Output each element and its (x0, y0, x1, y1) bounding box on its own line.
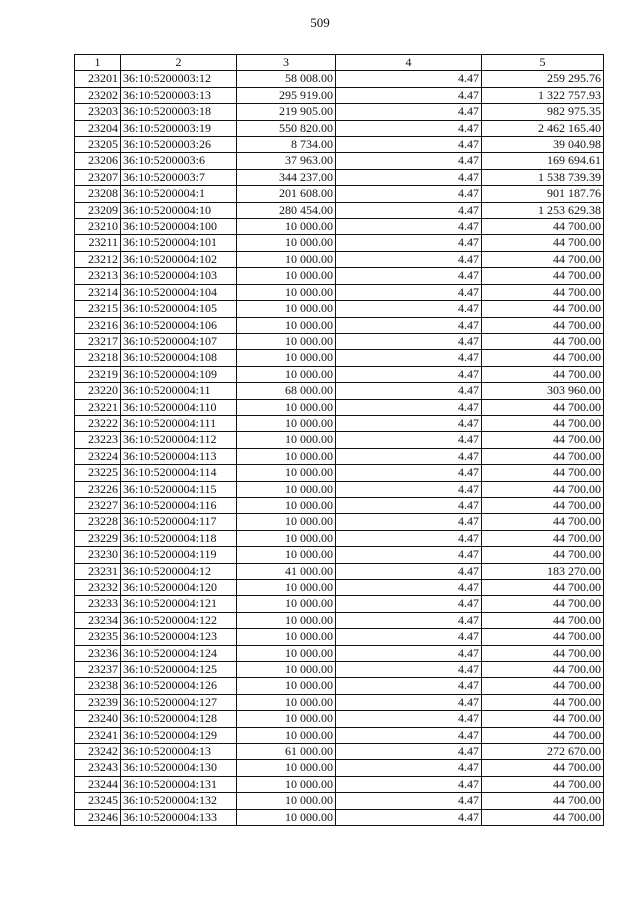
table-cell-col-4: 4.47 (336, 104, 482, 120)
table-cell-col-2: 36:10:5200003:19 (121, 120, 237, 136)
table-cell-col-2: 36:10:5200004:104 (121, 284, 237, 300)
table-row (75, 432, 604, 448)
table-cell-col-3: 280 454.00 (237, 202, 336, 218)
table-cell-col-4: 4.47 (336, 87, 482, 103)
table-cell-col-2: 36:10:5200004:101 (121, 235, 237, 251)
table-cell-col-3: 344 237.00 (237, 169, 336, 185)
table-cell-col-5: 44 700.00 (482, 268, 604, 284)
table-cell-col-2: 36:10:5200004:102 (121, 251, 237, 267)
table-cell-col-2: 36:10:5200003:26 (121, 137, 237, 153)
table-cell-col-5: 44 700.00 (482, 580, 604, 596)
table-row (75, 301, 604, 317)
table-cell-col-4: 4.47 (336, 415, 482, 431)
table-cell-col-2: 36:10:5200003:6 (121, 153, 237, 169)
table-row (75, 514, 604, 530)
table-row (75, 465, 604, 481)
table-row (75, 776, 604, 792)
table-row (75, 760, 604, 776)
table-cell-col-1: 23202 (75, 87, 121, 103)
table-cell-col-3: 10 000.00 (237, 596, 336, 612)
table-cell-col-5: 44 700.00 (482, 793, 604, 809)
table-cell-col-5: 44 700.00 (482, 284, 604, 300)
table-row (75, 415, 604, 431)
table-cell-col-4: 4.47 (336, 662, 482, 678)
table-cell-col-1: 23210 (75, 219, 121, 235)
table-cell-col-3: 41 000.00 (237, 563, 336, 579)
table-cell-col-5: 44 700.00 (482, 760, 604, 776)
table-row (75, 645, 604, 661)
table-cell-col-4: 4.47 (336, 596, 482, 612)
table-cell-col-5: 982 975.35 (482, 104, 604, 120)
table-cell-col-1: 23234 (75, 612, 121, 628)
table-row (75, 104, 604, 120)
table-cell-col-3: 10 000.00 (237, 711, 336, 727)
table-cell-col-3: 10 000.00 (237, 366, 336, 382)
table-cell-col-4: 4.47 (336, 793, 482, 809)
table-cell-col-4: 4.47 (336, 301, 482, 317)
table-cell-col-3: 10 000.00 (237, 465, 336, 481)
table-cell-col-1: 23209 (75, 202, 121, 218)
column-header-2: 2 (121, 55, 237, 71)
table-cell-col-3: 10 000.00 (237, 776, 336, 792)
table-cell-col-5: 303 960.00 (482, 383, 604, 399)
table-cell-col-5: 44 700.00 (482, 432, 604, 448)
table-cell-col-3: 10 000.00 (237, 448, 336, 464)
table-cell-col-5: 44 700.00 (482, 399, 604, 415)
table-cell-col-1: 23244 (75, 776, 121, 792)
table-cell-col-1: 23220 (75, 383, 121, 399)
table-cell-col-5: 44 700.00 (482, 809, 604, 825)
table-cell-col-2: 36:10:5200004:110 (121, 399, 237, 415)
table-cell-col-4: 4.47 (336, 317, 482, 333)
table-cell-col-5: 1 538 739.39 (482, 169, 604, 185)
table-cell-col-5: 39 040.98 (482, 137, 604, 153)
table-cell-col-4: 4.47 (336, 580, 482, 596)
table-cell-col-5: 44 700.00 (482, 776, 604, 792)
table-cell-col-4: 4.47 (336, 366, 482, 382)
table-cell-col-1: 23221 (75, 399, 121, 415)
table-cell-col-1: 23231 (75, 563, 121, 579)
table-cell-col-3: 201 608.00 (237, 186, 336, 202)
table-cell-col-4: 4.47 (336, 612, 482, 628)
table-cell-col-5: 44 700.00 (482, 547, 604, 563)
table-cell-col-3: 10 000.00 (237, 481, 336, 497)
table-cell-col-2: 36:10:5200004:122 (121, 612, 237, 628)
table-cell-col-4: 4.47 (336, 186, 482, 202)
table-cell-col-3: 10 000.00 (237, 580, 336, 596)
table-cell-col-1: 23222 (75, 415, 121, 431)
table-cell-col-3: 10 000.00 (237, 694, 336, 710)
table-cell-col-4: 4.47 (336, 530, 482, 546)
table-row (75, 481, 604, 497)
table-cell-col-1: 23228 (75, 514, 121, 530)
table-cell-col-3: 10 000.00 (237, 432, 336, 448)
table-cell-col-2: 36:10:5200004:112 (121, 432, 237, 448)
table-row (75, 333, 604, 349)
table-cell-col-1: 23227 (75, 497, 121, 513)
table-row (75, 580, 604, 596)
table-cell-col-2: 36:10:5200003:18 (121, 104, 237, 120)
table-cell-col-1: 23204 (75, 120, 121, 136)
table-cell-col-1: 23240 (75, 711, 121, 727)
table-cell-col-1: 23237 (75, 662, 121, 678)
table-cell-col-1: 23238 (75, 678, 121, 694)
table-cell-col-5: 44 700.00 (482, 415, 604, 431)
table-row (75, 186, 604, 202)
table-cell-col-4: 4.47 (336, 514, 482, 530)
table-cell-col-3: 10 000.00 (237, 251, 336, 267)
table-row (75, 744, 604, 760)
table-cell-col-3: 10 000.00 (237, 629, 336, 645)
table-cell-col-5: 44 700.00 (482, 694, 604, 710)
table-cell-col-1: 23233 (75, 596, 121, 612)
table-cell-col-2: 36:10:5200004:108 (121, 350, 237, 366)
table-cell-col-1: 23246 (75, 809, 121, 825)
table-cell-col-2: 36:10:5200004:111 (121, 415, 237, 431)
page-number: 509 (310, 15, 330, 30)
table-cell-col-4: 4.47 (336, 169, 482, 185)
table-row (75, 317, 604, 333)
table-cell-col-3: 10 000.00 (237, 219, 336, 235)
table-cell-col-2: 36:10:5200004:103 (121, 268, 237, 284)
table-cell-col-3: 37 963.00 (237, 153, 336, 169)
table-cell-col-4: 4.47 (336, 711, 482, 727)
table-cell-col-2: 36:10:5200004:116 (121, 497, 237, 513)
table-cell-col-1: 23201 (75, 71, 121, 87)
table-cell-col-1: 23235 (75, 629, 121, 645)
table-cell-col-2: 36:10:5200004:119 (121, 547, 237, 563)
table-cell-col-5: 44 700.00 (482, 333, 604, 349)
table-cell-col-3: 10 000.00 (237, 530, 336, 546)
table-row (75, 399, 604, 415)
table-cell-col-1: 23226 (75, 481, 121, 497)
table-cell-col-4: 4.47 (336, 399, 482, 415)
table-cell-col-5: 44 700.00 (482, 366, 604, 382)
table-cell-col-3: 550 820.00 (237, 120, 336, 136)
table-cell-col-3: 219 905.00 (237, 104, 336, 120)
table-cell-col-4: 4.47 (336, 120, 482, 136)
table-cell-col-2: 36:10:5200004:106 (121, 317, 237, 333)
table-cell-col-2: 36:10:5200004:127 (121, 694, 237, 710)
table-cell-col-4: 4.47 (336, 563, 482, 579)
table-cell-col-3: 10 000.00 (237, 415, 336, 431)
table-cell-col-4: 4.47 (336, 809, 482, 825)
table-cell-col-3: 10 000.00 (237, 284, 336, 300)
table-cell-col-2: 36:10:5200004:10 (121, 202, 237, 218)
table-row (75, 383, 604, 399)
column-header-1: 1 (75, 55, 121, 71)
table-cell-col-3: 10 000.00 (237, 547, 336, 563)
table-row (75, 169, 604, 185)
table-cell-col-4: 4.47 (336, 547, 482, 563)
table-cell-col-2: 36:10:5200004:105 (121, 301, 237, 317)
table-row (75, 547, 604, 563)
table-cell-col-4: 4.47 (336, 383, 482, 399)
table-cell-col-4: 4.47 (336, 268, 482, 284)
table-cell-col-4: 4.47 (336, 448, 482, 464)
table-cell-col-4: 4.47 (336, 776, 482, 792)
table-cell-col-3: 295 919.00 (237, 87, 336, 103)
table-row (75, 120, 604, 136)
table-row (75, 629, 604, 645)
table-cell-col-1: 23212 (75, 251, 121, 267)
table-cell-col-2: 36:10:5200004:128 (121, 711, 237, 727)
table-cell-col-1: 23224 (75, 448, 121, 464)
table-cell-col-3: 10 000.00 (237, 727, 336, 743)
table-row (75, 612, 604, 628)
table-row (75, 727, 604, 743)
table-row (75, 137, 604, 153)
table-cell-col-2: 36:10:5200004:126 (121, 678, 237, 694)
table-cell-col-4: 4.47 (336, 694, 482, 710)
table-cell-col-1: 23216 (75, 317, 121, 333)
table-cell-col-5: 44 700.00 (482, 317, 604, 333)
table-row (75, 87, 604, 103)
table-row (75, 268, 604, 284)
table-cell-col-1: 23208 (75, 186, 121, 202)
table-cell-col-3: 10 000.00 (237, 333, 336, 349)
table-cell-col-4: 4.47 (336, 219, 482, 235)
table-cell-col-2: 36:10:5200004:12 (121, 563, 237, 579)
table-cell-col-4: 4.47 (336, 350, 482, 366)
table-cell-col-4: 4.47 (336, 744, 482, 760)
table-cell-col-5: 44 700.00 (482, 727, 604, 743)
table-cell-col-3: 10 000.00 (237, 301, 336, 317)
table-cell-col-4: 4.47 (336, 71, 482, 87)
table-cell-col-4: 4.47 (336, 629, 482, 645)
table-cell-col-2: 36:10:5200003:7 (121, 169, 237, 185)
table-row (75, 711, 604, 727)
table-cell-col-3: 10 000.00 (237, 645, 336, 661)
table-cell-col-2: 36:10:5200004:107 (121, 333, 237, 349)
table-header-row (75, 55, 604, 71)
table-cell-col-2: 36:10:5200004:114 (121, 465, 237, 481)
table-cell-col-4: 4.47 (336, 432, 482, 448)
table-cell-col-1: 23203 (75, 104, 121, 120)
table-cell-col-3: 10 000.00 (237, 399, 336, 415)
table-row (75, 71, 604, 87)
table-row (75, 793, 604, 809)
data-table (74, 54, 604, 826)
table-cell-col-4: 4.47 (336, 465, 482, 481)
table-cell-col-5: 44 700.00 (482, 497, 604, 513)
table-cell-col-4: 4.47 (336, 497, 482, 513)
table-row (75, 219, 604, 235)
table-cell-col-5: 44 700.00 (482, 711, 604, 727)
table-cell-col-5: 44 700.00 (482, 465, 604, 481)
table-cell-col-4: 4.47 (336, 645, 482, 661)
table-cell-col-5: 44 700.00 (482, 448, 604, 464)
table-cell-col-3: 10 000.00 (237, 497, 336, 513)
table-cell-col-1: 23242 (75, 744, 121, 760)
table-cell-col-1: 23239 (75, 694, 121, 710)
table-cell-col-1: 23236 (75, 645, 121, 661)
table-cell-col-1: 23214 (75, 284, 121, 300)
table-row (75, 235, 604, 251)
table-cell-col-2: 36:10:5200004:109 (121, 366, 237, 382)
table-cell-col-3: 10 000.00 (237, 514, 336, 530)
table-cell-col-1: 23205 (75, 137, 121, 153)
table-cell-col-4: 4.47 (336, 153, 482, 169)
table-cell-col-2: 36:10:5200004:113 (121, 448, 237, 464)
table-cell-col-2: 36:10:5200004:129 (121, 727, 237, 743)
table-cell-col-3: 10 000.00 (237, 793, 336, 809)
table-cell-col-2: 36:10:5200004:100 (121, 219, 237, 235)
table-row (75, 678, 604, 694)
table-cell-col-5: 44 700.00 (482, 645, 604, 661)
table-row (75, 366, 604, 382)
table-cell-col-2: 36:10:5200004:120 (121, 580, 237, 596)
table-cell-col-4: 4.47 (336, 137, 482, 153)
table-cell-col-3: 10 000.00 (237, 235, 336, 251)
table-cell-col-1: 23245 (75, 793, 121, 809)
table-row (75, 202, 604, 218)
table-cell-col-2: 36:10:5200004:133 (121, 809, 237, 825)
table-cell-col-1: 23215 (75, 301, 121, 317)
table-row (75, 596, 604, 612)
table-cell-col-5: 44 700.00 (482, 219, 604, 235)
table-cell-col-1: 23211 (75, 235, 121, 251)
table-cell-col-3: 58 008.00 (237, 71, 336, 87)
table-cell-col-3: 10 000.00 (237, 662, 336, 678)
table-cell-col-3: 68 000.00 (237, 383, 336, 399)
table-cell-col-4: 4.47 (336, 678, 482, 694)
table-cell-col-4: 4.47 (336, 333, 482, 349)
table-row (75, 809, 604, 825)
table-row (75, 694, 604, 710)
table-cell-col-3: 10 000.00 (237, 678, 336, 694)
table-cell-col-4: 4.47 (336, 481, 482, 497)
column-header-3: 3 (237, 55, 336, 71)
table-cell-col-4: 4.47 (336, 251, 482, 267)
table-cell-col-1: 23225 (75, 465, 121, 481)
table-cell-col-1: 23232 (75, 580, 121, 596)
table-cell-col-5: 2 462 165.40 (482, 120, 604, 136)
table-cell-col-1: 23213 (75, 268, 121, 284)
table-cell-col-5: 44 700.00 (482, 678, 604, 694)
table-cell-col-2: 36:10:5200004:121 (121, 596, 237, 612)
table-cell-col-5: 169 694.61 (482, 153, 604, 169)
table-cell-col-1: 23218 (75, 350, 121, 366)
table-cell-col-1: 23243 (75, 760, 121, 776)
table-cell-col-2: 36:10:5200004:125 (121, 662, 237, 678)
table-cell-col-3: 10 000.00 (237, 268, 336, 284)
table-cell-col-2: 36:10:5200004:131 (121, 776, 237, 792)
table-cell-col-1: 23223 (75, 432, 121, 448)
table-cell-col-1: 23217 (75, 333, 121, 349)
table-cell-col-1: 23230 (75, 547, 121, 563)
table-cell-col-4: 4.47 (336, 202, 482, 218)
table-cell-col-1: 23219 (75, 366, 121, 382)
table-cell-col-5: 44 700.00 (482, 251, 604, 267)
table-cell-col-2: 36:10:5200004:124 (121, 645, 237, 661)
table-cell-col-5: 44 700.00 (482, 530, 604, 546)
table-cell-col-5: 272 670.00 (482, 744, 604, 760)
table-row (75, 530, 604, 546)
table-row (75, 350, 604, 366)
table-cell-col-5: 44 700.00 (482, 481, 604, 497)
table-cell-col-5: 183 270.00 (482, 563, 604, 579)
table-cell-col-4: 4.47 (336, 727, 482, 743)
table-cell-col-5: 259 295.76 (482, 71, 604, 87)
table-cell-col-5: 44 700.00 (482, 662, 604, 678)
table-row (75, 662, 604, 678)
table-cell-col-5: 44 700.00 (482, 612, 604, 628)
column-header-5: 5 (482, 55, 604, 71)
table-cell-col-5: 44 700.00 (482, 514, 604, 530)
table-cell-col-3: 61 000.00 (237, 744, 336, 760)
table-row (75, 284, 604, 300)
table-cell-col-2: 36:10:5200004:117 (121, 514, 237, 530)
table-row (75, 448, 604, 464)
table-cell-col-2: 36:10:5200004:13 (121, 744, 237, 760)
column-header-4: 4 (336, 55, 482, 71)
table-cell-col-2: 36:10:5200004:123 (121, 629, 237, 645)
table-cell-col-3: 10 000.00 (237, 612, 336, 628)
table-cell-col-3: 10 000.00 (237, 760, 336, 776)
table-cell-col-2: 36:10:5200004:11 (121, 383, 237, 399)
table-cell-col-2: 36:10:5200003:13 (121, 87, 237, 103)
table-cell-col-3: 10 000.00 (237, 809, 336, 825)
table-cell-col-5: 901 187.76 (482, 186, 604, 202)
table-cell-col-4: 4.47 (336, 235, 482, 251)
table-cell-col-4: 4.47 (336, 760, 482, 776)
table-row (75, 153, 604, 169)
table-cell-col-4: 4.47 (336, 284, 482, 300)
table-row (75, 497, 604, 513)
table-cell-col-5: 44 700.00 (482, 235, 604, 251)
table-cell-col-5: 1 253 629.38 (482, 202, 604, 218)
table-body (75, 71, 604, 826)
table-cell-col-5: 44 700.00 (482, 596, 604, 612)
table-cell-col-2: 36:10:5200003:12 (121, 71, 237, 87)
table-cell-col-1: 23241 (75, 727, 121, 743)
table-cell-col-1: 23207 (75, 169, 121, 185)
table-cell-col-1: 23229 (75, 530, 121, 546)
table-cell-col-2: 36:10:5200004:1 (121, 186, 237, 202)
table-cell-col-5: 44 700.00 (482, 350, 604, 366)
table-cell-col-3: 10 000.00 (237, 317, 336, 333)
table-cell-col-2: 36:10:5200004:115 (121, 481, 237, 497)
table-cell-col-1: 23206 (75, 153, 121, 169)
table-cell-col-2: 36:10:5200004:130 (121, 760, 237, 776)
table-cell-col-2: 36:10:5200004:118 (121, 530, 237, 546)
table-cell-col-5: 44 700.00 (482, 301, 604, 317)
table-cell-col-5: 44 700.00 (482, 629, 604, 645)
table-cell-col-3: 8 734.00 (237, 137, 336, 153)
table-cell-col-3: 10 000.00 (237, 350, 336, 366)
table-row (75, 251, 604, 267)
table-cell-col-5: 1 322 757.93 (482, 87, 604, 103)
table-row (75, 563, 604, 579)
table-cell-col-2: 36:10:5200004:132 (121, 793, 237, 809)
